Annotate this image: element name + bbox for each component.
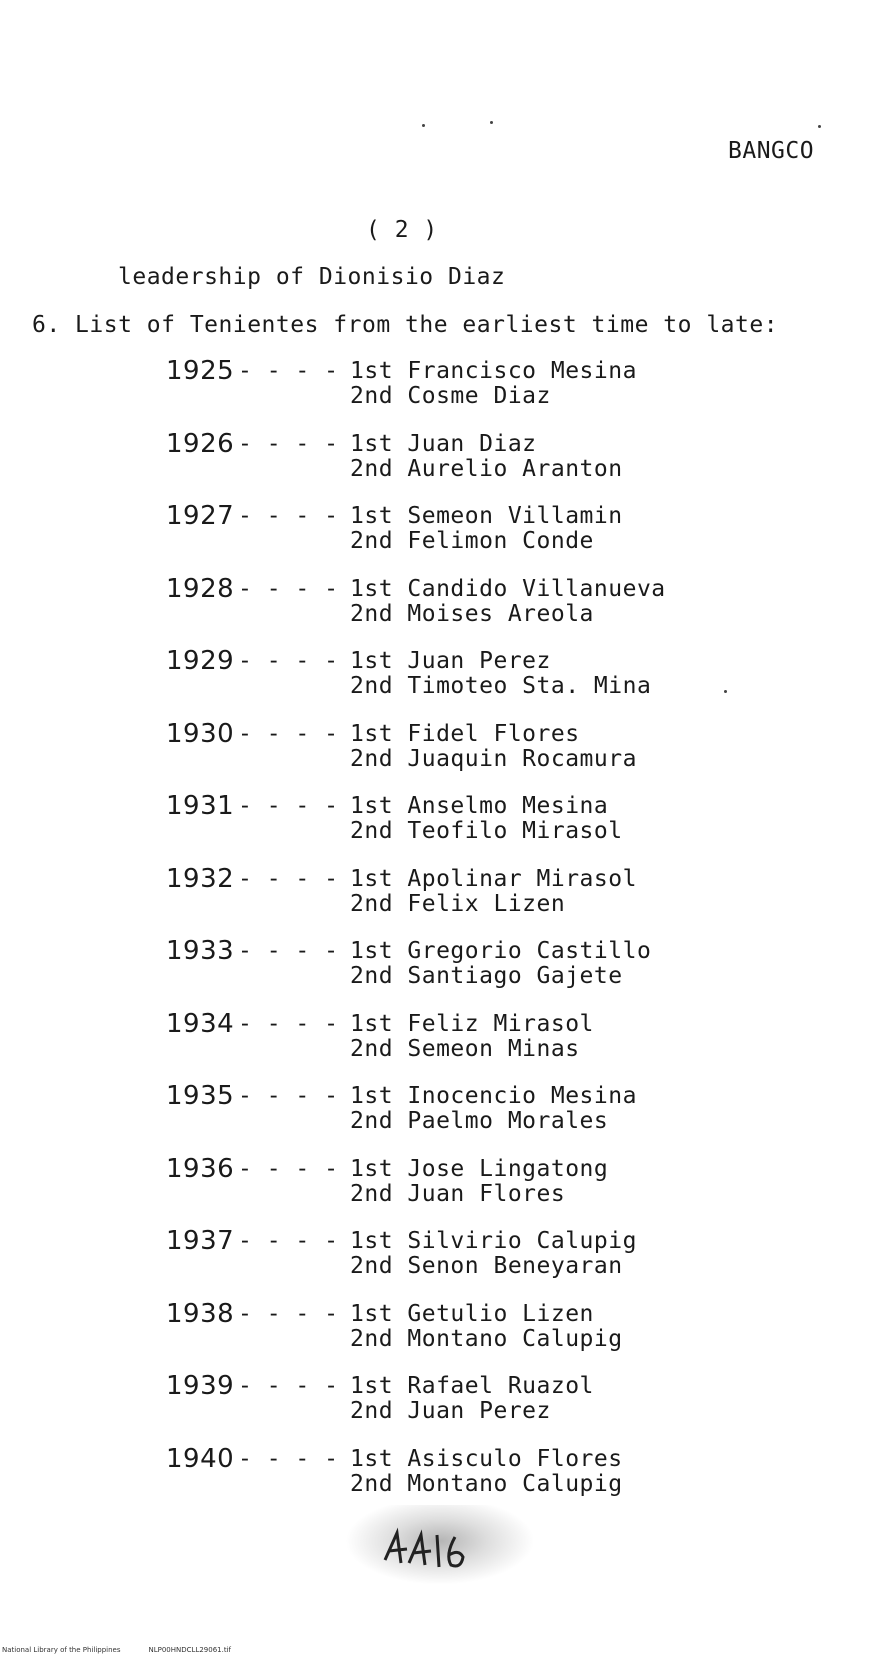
second-teniente: 2nd Timoteo Sta. Mina [350,673,652,699]
second-teniente: 2nd Felix Lizen [350,890,566,917]
entry-dashes: - - - - [238,358,339,384]
teniente-entry [0,1299,887,1351]
teniente-entry [0,501,887,553]
teniente-entry [0,646,887,698]
section-heading: 6. List of Tenientes from the earliest time to late: [32,312,779,338]
teniente-entry [0,936,887,988]
second-teniente: 2nd Santiago Gajete [350,963,623,989]
first-teniente: 1st Semeon Villamin [350,503,623,529]
first-teniente: 1st Feliz Mirasol [350,1010,594,1037]
second-teniente: 2nd Montano Calupig [350,1325,623,1352]
first-teniente: 1st Jose Lingatong [350,1155,609,1182]
scan-speck [422,124,425,127]
second-teniente: 2nd Juan Flores [350,1180,566,1207]
entry-year: 1932 [166,863,235,894]
teniente-entry [0,1226,887,1278]
entry-dashes: - - - - [238,648,339,674]
second-teniente: 2nd Juaquin Rocamura [350,745,637,772]
teniente-entry [0,1444,887,1496]
second-teniente: 2nd Aurelio Aranton [350,455,623,482]
entry-dashes: - - - - [238,1373,339,1399]
entry-dashes: - - - - [238,1155,339,1182]
entry-year: 1936 [166,1153,235,1184]
entry-dashes: - - - - [238,1083,339,1109]
entry-year: 1931 [166,791,235,821]
entry-dashes: - - - - [238,938,339,964]
entry-year: 1925 [166,356,235,386]
entry-year: 1934 [166,1008,235,1039]
entry-dashes: - - - - [238,865,339,892]
second-teniente: 2nd Semeon Minas [350,1035,580,1062]
first-teniente: 1st Candido Villanueva [350,575,666,602]
entry-dashes: - - - - [238,430,339,457]
scan-speck [490,121,493,124]
first-teniente: 1st Rafael Ruazol [350,1373,594,1399]
archive-footer [2,1646,259,1654]
teniente-entry [0,1081,887,1133]
first-teniente: 1st Inocencio Mesina [350,1083,637,1109]
footer-library: National Library of the Philippines [2,1646,121,1654]
first-teniente: 1st Francisco Mesina [350,358,637,384]
first-teniente: 1st Juan Diaz [350,430,537,457]
teniente-entry [0,1371,887,1423]
second-teniente: 2nd Juan Perez [350,1398,551,1424]
entry-dashes: - - - - [238,1010,339,1037]
handwritten-number-icon [345,1505,535,1585]
entry-dashes: - - - - [238,1300,339,1327]
second-teniente: 2nd Moises Areola [350,600,594,627]
second-teniente: 2nd Senon Beneyaran [350,1253,623,1279]
entry-year: 1927 [166,501,235,531]
footer-file-id: NLP00HNDCLL29061.tif [148,1646,231,1654]
second-teniente: 2nd Felimon Conde [350,528,594,554]
teniente-entry [0,719,887,771]
second-teniente: 2nd Teofilo Mirasol [350,818,623,844]
first-teniente: 1st Juan Perez [350,648,551,674]
first-teniente: 1st Silvirio Calupig [350,1228,637,1254]
first-teniente: 1st Gregorio Castillo [350,938,652,964]
entry-year: 1928 [166,573,235,604]
second-teniente: 2nd Paelmo Morales [350,1108,609,1134]
teniente-entry [0,429,887,481]
entry-dashes: - - - - [238,1445,339,1472]
scan-speck [818,125,821,128]
second-teniente: 2nd Cosme Diaz [350,383,551,409]
entry-year: 1926 [166,428,235,459]
leadership-line: leadership of Dionisio Diaz [118,264,506,290]
second-teniente: 2nd Montano Calupig [350,1470,623,1497]
entry-year: 1933 [166,936,235,966]
entry-year: 1940 [166,1443,235,1474]
first-teniente: 1st Fidel Flores [350,720,580,747]
first-teniente: 1st Asisculo Flores [350,1445,623,1472]
teniente-entry [0,356,887,408]
entry-dashes: - - - - [238,575,339,602]
entry-dashes: - - - - [238,1228,339,1254]
first-teniente: 1st Getulio Lizen [350,1300,594,1327]
entry-year: 1937 [166,1226,235,1256]
entry-dashes: - - - - [238,503,339,529]
entry-year: 1935 [166,1081,235,1111]
teniente-entry [0,864,887,916]
place-name: BANGCO [728,138,815,164]
first-teniente: 1st Apolinar Mirasol [350,865,637,892]
entry-year: 1929 [166,646,235,676]
teniente-entry [0,1154,887,1206]
entry-dashes: - - - - [238,793,339,819]
first-teniente: 1st Anselmo Mesina [350,793,609,819]
entry-year: 1930 [166,718,235,749]
entry-year: 1939 [166,1371,235,1401]
teniente-entry [0,574,887,626]
entry-year: 1938 [166,1298,235,1329]
scan-speck [724,690,727,693]
entry-dashes: - - - - [238,720,339,747]
teniente-entry [0,791,887,843]
page-number: ( 2 ) [366,217,438,243]
teniente-entry [0,1009,887,1061]
handwritten-page-mark [345,1505,535,1585]
